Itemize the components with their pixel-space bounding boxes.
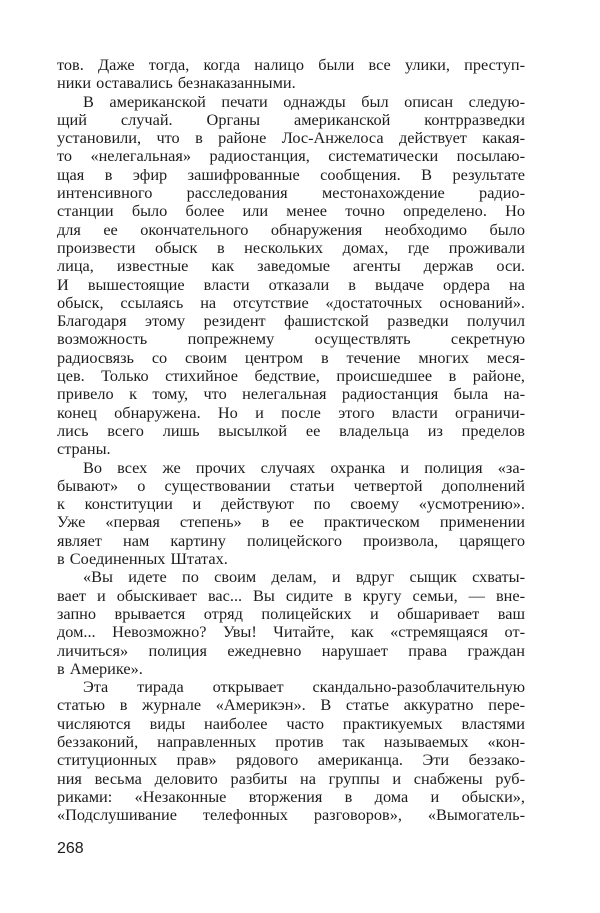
text-line: радиосвязь со своим центром в течение многих меся- [57,347,525,367]
paragraph [57,568,525,678]
text-line: беззаконий, направленных против так называемых «кон- [57,731,525,751]
text-line: страны. [57,439,111,459]
paragraph [57,459,525,569]
text-line: Благодаря этому резидент фашистской разведки получил [57,311,525,331]
text-line: риками: «Незаконные вторжения в дома и обыски», [57,786,525,806]
paragraph [57,93,525,459]
page-number: 268 [57,840,84,857]
text-line: в Америке». [57,658,143,678]
text-line: дом... Невозможно? Увы! Читайте, как «стремящаяся от- [57,622,525,642]
text-line: В американской печати однажды был описан следую- [83,91,525,111]
text-line: возможность попрежнему осуществлять секретную [57,329,525,349]
text-line: бывают» о существовании статьи четвертой дополнений [57,475,525,495]
text-line: для ее окончательного обнаружения необходимо было [57,219,525,239]
paragraph [57,56,525,93]
text-line: И вышестоящие власти отказали в выдаче ордера на [57,274,525,294]
text-line: числяются виды наиболее часто практикуемых властями [57,713,525,733]
text-line: щая в эфир зашифрованные сообщения. В результате [57,164,525,184]
text-line: тов. Даже тогда, когда налицо были все улики, преступ- [57,55,525,74]
text-line: лица, известные как заведомые агенты держав оси. [57,256,525,276]
text-line: ституционных прав» рядового американца. Эти беззако- [57,750,525,770]
text-line: щий случай. Органы американской контрразведки [57,109,525,129]
text-line: Во всех же прочих случаях охранка и полиция «за- [83,457,525,477]
text-line: станции было более или менее точно определено. Но [57,201,525,221]
text-line: установили, что в районе Лос-Анжелоса действует какая- [57,128,525,148]
text-line: ния весьма деловито разбиты на группы и снабжены руб- [57,768,525,788]
text-line: «Вы идете по своим делам, и вдруг сыщик схваты- [83,567,525,587]
text-line: в Соединенных Штатах. [57,549,228,569]
text-line: лись всего лишь высылкой ее владельца из пределов [57,420,525,440]
text-line: Уже «первая степень» в ее практическом применении [57,512,525,532]
text-line: статью в журнале «Америкэн». В статье аккуратно пере- [57,695,525,715]
text-line: обыск, ссылаясь на отсутствие «достаточных оснований». [57,292,525,312]
text-line: вает и обыскивает вас... Вы сидите в кругу семьи, — вне- [57,585,525,605]
text-line: интенсивного расследования местонахождение радио- [57,183,525,203]
text-line: личиться» полиция ежедневно нарушает права граждан [57,640,525,660]
text-line: цев. Только стихийное бедствие, происшедшее в районе, [57,366,525,386]
text-line: «Подслушивание телефонных разговоров», «Вымогатель- [57,805,525,825]
book-page-text [57,56,525,824]
paragraph [57,678,525,824]
text-line: привело к тому, что нелегальная радиостанция была на- [57,384,525,404]
text-line: ники оставались безнаказанными. [57,73,296,93]
text-line: произвести обыск в нескольких домах, где проживали [57,237,525,257]
text-line: запно врывается отряд полицейских и обшаривает ваш [57,603,525,623]
text-line: Эта тирада открывает скандально-разоблачительную [83,677,525,697]
text-line: то «нелегальная» радиостанция, систематически посылаю- [57,146,525,166]
text-line: являет нам картину полицейского произвола, царящего [57,530,525,550]
text-line: конец обнаружена. Но и после этого власти ограничи- [57,402,525,422]
text-line: к конституции и действуют по своему «усмотрению». [57,494,525,514]
